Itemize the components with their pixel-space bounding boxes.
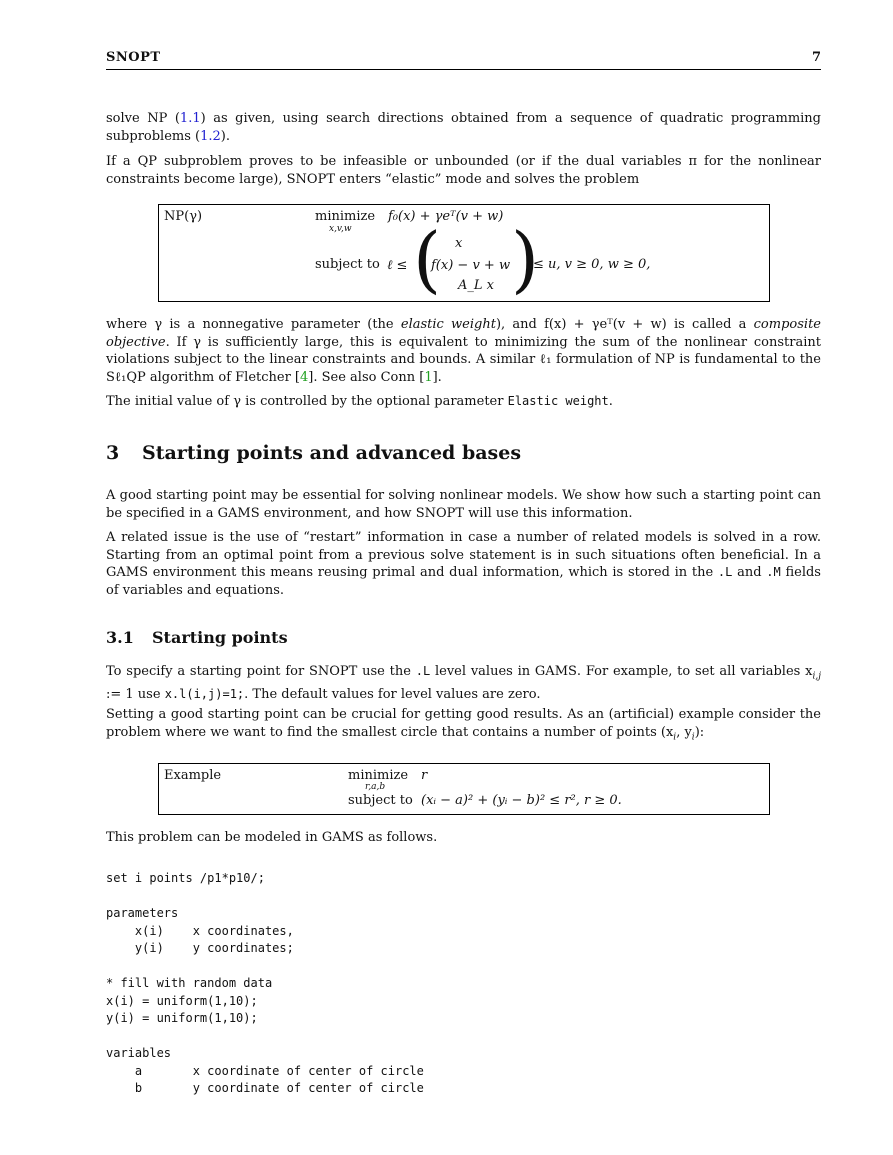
- code-line: b y coordinate of center of circle: [106, 1081, 424, 1095]
- code-line: * fill with random data: [106, 976, 273, 990]
- option-code: Elastic weight: [507, 394, 609, 408]
- paragraph-elastic-weight: where γ is a nonnegative parameter (the elastic weight), and f(x) + γeᵀ(v + w) is called a composite objective. If γ is sufficiently large, this is equivalent to minimizing the sum of the nonlinear constraint violations subject to the linear constraints and bounds. A similar ℓ₁ formulation of NP is fundamental to the Sℓ₁QP algorithm of Fletcher [4]. See also Conn [1].: [106, 317, 821, 385]
- problem-label: Example: [164, 768, 222, 783]
- code-line: set i points /p1*p10/;: [106, 871, 265, 885]
- code-line: variables: [106, 1046, 172, 1060]
- problem-box-np-gamma: [158, 204, 770, 302]
- minimize-keyword: minimize: [348, 768, 409, 783]
- paragraph-elastic-mode: If a QP subproblem proves to be infeasible or unbounded (or if the dual variables π for the nonlinear constraints become large), SNOPT enters “elastic” mode and solves the problem: [106, 154, 821, 187]
- paragraph-specify-start: To specify a starting point for SNOPT use the .L level values in GAMS. For example, to set all variables $x_{i,j}$ := 1 use x.l(i,j)=1;. The default values for level values are zero.: [106, 664, 821, 703]
- citation-link[interactable]: 1: [424, 369, 433, 385]
- paragraph-restart: A related issue is the use of “restart” information in case a number of related models is solved in a row. Starting from an optimal point from a previous solve statement is in such situations often beneficial. In a GAMS environment this means reusing primal and dual information, which is stored in the .L and .M fields of variables and equations.: [106, 530, 821, 598]
- constraint-expression: (xᵢ − a)² + (yᵢ − b)² ≤ r², r ≥ 0.: [421, 793, 622, 808]
- code-line: x(i) x coordinates,: [106, 923, 294, 938]
- code-line: y(i) = uniform(1,10);: [106, 1011, 258, 1025]
- code-line: x(i) = uniform(1,10);: [106, 993, 258, 1008]
- paragraph-initial-gamma: The initial value of γ is controlled by the optional parameter Elastic weight.: [106, 394, 613, 409]
- page-number: 7: [811, 50, 821, 65]
- problem-box-example: [158, 763, 770, 815]
- vector-row-fx: f(x) − v + w: [431, 258, 511, 273]
- citation-link[interactable]: 4: [300, 369, 309, 385]
- minimize-keyword: minimize: [315, 209, 376, 224]
- code-line: y(i) y coordinates;: [106, 941, 294, 955]
- section-heading-3-1: 3.1 Starting points: [106, 628, 288, 647]
- problem-label: NP(γ): [164, 209, 203, 224]
- vector-row-alx: A_L x: [458, 278, 494, 293]
- equation-ref-link[interactable]: 1.1: [179, 111, 201, 126]
- code-listing: [106, 870, 424, 1098]
- left-paren: (: [413, 217, 442, 301]
- inline-code: x.l(i,j)=1;: [164, 687, 245, 702]
- code-line: a x coordinate of center of circle: [106, 1063, 424, 1078]
- paragraph-good-starting: A good starting point may be essential for solving nonlinear models. We show how such a starting point can be specified in a GAMS environment, and how SNOPT will use this information.: [106, 488, 821, 521]
- page-header: [106, 50, 821, 70]
- section-heading-3: 3 Starting points and advanced bases: [106, 442, 522, 464]
- upper-bound-constraints: ≤ u, v ≥ 0, w ≥ 0,: [533, 257, 651, 272]
- minimize-variables: r,a,b: [365, 782, 386, 792]
- paragraph-circle-example: Setting a good starting point can be crucial for getting good results. As an (artificial) example consider the problem where we want to find the smallest circle that contains a number of points ($x_i$, $y_i$):: [106, 707, 821, 743]
- right-paren: ): [511, 217, 540, 301]
- objective-function: f₀(x) + γeᵀ(v + w): [388, 209, 504, 224]
- subject-to-keyword: subject to: [315, 257, 380, 272]
- objective-function: r: [421, 768, 428, 783]
- minimize-variables: x,v,w: [329, 224, 352, 234]
- vector-row-x: x: [455, 236, 463, 251]
- lower-bound: ℓ ≤: [387, 258, 408, 273]
- subject-to-keyword: subject to: [348, 793, 413, 808]
- paragraph-modeled-gams: This problem can be modeled in GAMS as follows.: [106, 830, 438, 845]
- equation-ref-link[interactable]: 1.2: [200, 128, 221, 144]
- paragraph-solve-np: solve NP (1.1) as given, using search directions obtained from a sequence of quadratic programming subproblems (1.2).: [106, 111, 821, 144]
- header-title: SNOPT: [106, 50, 161, 65]
- code-line: parameters: [106, 906, 179, 920]
